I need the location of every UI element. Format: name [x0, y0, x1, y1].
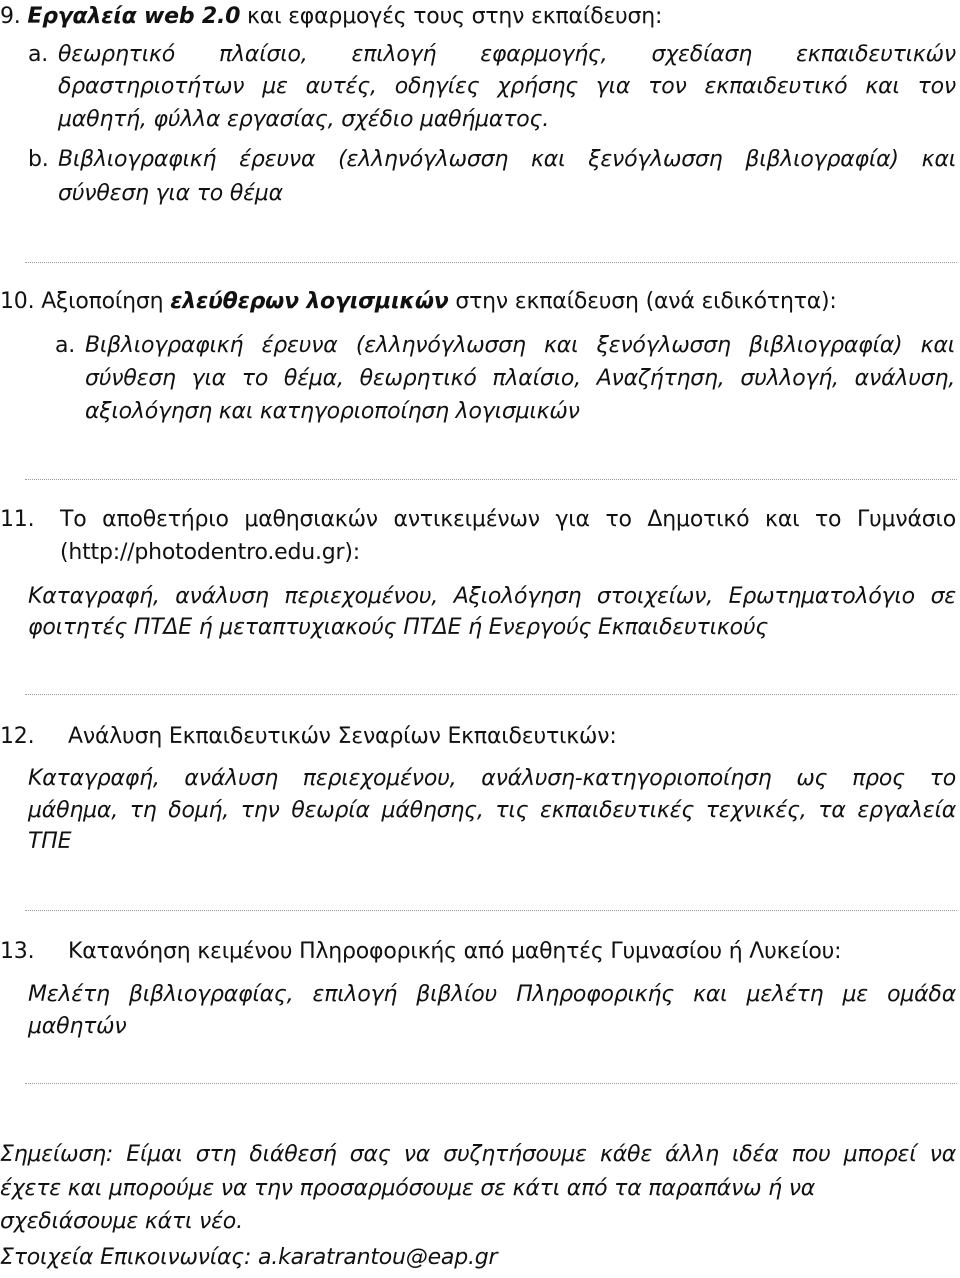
item11-line1: Το αποθετήριο μαθησιακών αντικειμένων για το Δημοτικό και το Γυμνάσιο: [60, 507, 956, 532]
item10-heading: [0, 287, 837, 317]
item9-number: 9.: [0, 4, 21, 29]
item9-title: Εργαλεία web 2.0: [27, 4, 241, 29]
item9-title-rest: και εφαρμογές τους στην εκπαίδευση:: [240, 4, 663, 29]
note-line1: Σημείωση: Είμαι στη διάθεσή σας να συζητήσουμε κάθε άλλη ιδέα που μπορεί να: [0, 1142, 956, 1167]
item13-title: Κατανόηση κειμένου Πληροφορικής από μαθητές Γυμνασίου ή Λυκείου:: [68, 939, 842, 964]
item9-b-line2: σύνθεση για το θέμα: [58, 181, 283, 206]
item12-title: Ανάλυση Εκπαιδευτικών Σεναρίων Εκπαιδευτικών:: [68, 724, 617, 749]
item9-a-line2: δραστηριοτήτων με αυτές, οδηγίες χρήσης για τον εκπαιδευτικό και τον: [58, 74, 956, 99]
item10-bold: ελεύθερων λογισμικών: [170, 289, 449, 314]
item12-detail3: ΤΠΕ: [28, 829, 72, 854]
item9-b-marker: b.: [28, 147, 49, 172]
item10-number: 10.: [0, 289, 35, 314]
item9-b-line1: Βιβλιογραφική έρευνα (ελληνόγλωσση και ξενόγλωσση βιβλιογραφία) και: [58, 147, 956, 172]
separator-5: [25, 1083, 957, 1084]
note-line3: σχεδιάσουμε κάτι νέο.: [0, 1209, 243, 1234]
contact-info: Στοιχεία Επικοινωνίας: a.karatrantou@eap.gr: [0, 1245, 498, 1270]
separator-3: [25, 694, 957, 695]
item10-lead: Αξιοποίηση: [41, 289, 171, 314]
item11-detail1: Καταγραφή, ανάλυση περιεχομένου, Αξιολόγηση στοιχείων, Ερωτηματολόγιο σε: [28, 584, 956, 609]
item10-a-line3: αξιολόγηση και κατηγοριοποίηση λογισμικών: [85, 399, 580, 424]
item12-detail1: Καταγραφή, ανάλυση περιεχομένου, ανάλυση-κατηγοριοποίηση ως προς το: [28, 766, 956, 791]
item9-a-line1: θεωρητικό πλαίσιο, επιλογή εφαρμογής, σχεδίαση εκπαιδευτικών: [58, 42, 956, 67]
note-line2: έχετε και μπορούμε να την προσαρμόσουμε σε κάτι από τα παραπάνω ή να: [0, 1176, 816, 1201]
item10-a-marker: a.: [55, 333, 76, 358]
item11-detail2: φοιτητές ΠΤΔΕ ή μεταπτυχιακούς ΠΤΔΕ ή Ενεργούς Εκπαιδευτικούς: [28, 615, 769, 640]
item12-number: 12.: [0, 724, 35, 749]
item12-detail2: μάθημα, τη δομή, την θεωρία μάθησης, τις εκπαιδευτικές τεχνικές, τα εργαλεία: [28, 798, 956, 823]
item10-a-line2: σύνθεση για το θέμα, θεωρητικό πλαίσιο, Αναζήτηση, συλλογή, ανάλυση,: [85, 366, 955, 391]
item13-number: 13.: [0, 939, 35, 964]
separator-1: [25, 262, 957, 263]
item9-heading: [0, 2, 662, 32]
separator-4: [25, 910, 957, 911]
item11-number: 11.: [0, 507, 35, 532]
item9-a-line3: μαθητή, φύλλα εργασίας, σχέδιο μαθήματος.: [58, 107, 550, 132]
item9-a-marker: a.: [28, 42, 49, 67]
item10-a-line1: Βιβλιογραφική έρευνα (ελληνόγλωσση και ξενόγλωσση βιβλιογραφία) και: [85, 333, 955, 358]
item13-detail2: μαθητών: [28, 1014, 127, 1039]
item10-rest: στην εκπαίδευση (ανά ειδικότητα):: [448, 289, 837, 314]
separator-2: [25, 479, 957, 480]
item11-line2: (http://photodentro.edu.gr):: [60, 540, 360, 565]
item13-detail1: Μελέτη βιβλιογραφίας, επιλογή βιβλίου Πληροφορικής και μελέτη με ομάδα: [28, 982, 956, 1007]
